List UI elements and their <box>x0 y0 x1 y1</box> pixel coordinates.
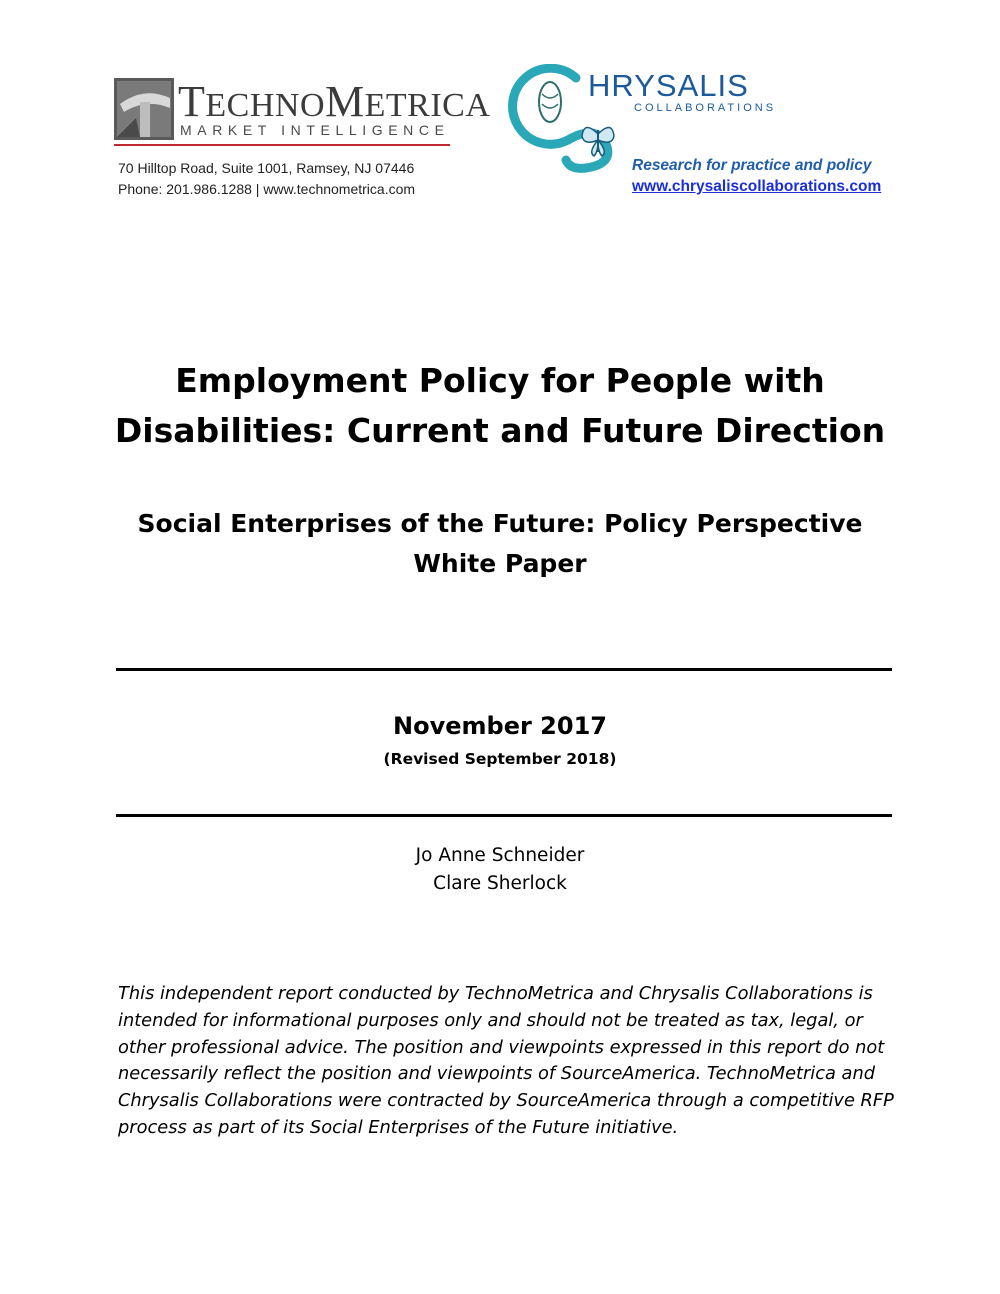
technometrica-tagline: MARKET INTELLIGENCE <box>180 122 450 138</box>
disclaimer-line-1: This independent report conducted by TechnoMetrica and Chrysalis Collaborations is <box>118 983 873 1004</box>
author-1: Jo Anne Schneider <box>415 845 585 866</box>
document-title <box>0 356 1000 456</box>
technometrica-mark-icon <box>114 78 174 140</box>
subtitle-line-2: White Paper <box>413 549 587 578</box>
title-line-1: Employment Policy for People with <box>175 361 825 400</box>
publication-date: November 2017 <box>393 712 607 740</box>
technometrica-wordmark: TECHNOMETRICA <box>178 77 491 126</box>
revision-note: (Revised September 2018) <box>383 750 617 768</box>
disclaimer-line-4: necessarily reflect the position and viewpoints of SourceAmerica. TechnoMetrica and <box>118 1063 876 1085</box>
disclaimer-line-6: process as part of its Social Enterprises of the Future initiative. <box>118 1116 679 1138</box>
disclaimer-line-2: intended for informational purposes only and should not be treated as tax, legal, or <box>118 1009 863 1031</box>
subtitle-line-1: Social Enterprises of the Future: Policy Perspective <box>137 509 863 538</box>
technometrica-contact <box>118 158 415 200</box>
disclaimer-line-3: other professional advice. The position and viewpoints expressed in this report do not <box>118 1036 885 1058</box>
title-line-2: Disabilities: Current and Future Direction <box>114 411 886 450</box>
chrysalis-wordmark: HRYSALIS <box>588 68 749 103</box>
disclaimer-paragraph <box>118 981 908 1142</box>
author-2: Clare Sherlock <box>433 873 567 894</box>
technometrica-rule <box>114 144 450 146</box>
technometrica-phone-web: Phone: 201.986.1288 | www.technometrica.com <box>118 181 416 197</box>
technometrica-address: 70 Hilltop Road, Suite 1001, Ramsey, NJ 07446 <box>118 160 415 176</box>
disclaimer-line-5: Chrysalis Collaborations were contracted by SourceAmerica through a competitive RFP <box>118 1090 894 1112</box>
divider-bottom <box>116 814 892 817</box>
chrysalis-tagline: Research for practice and policy <box>632 157 872 174</box>
authors <box>0 842 1000 898</box>
divider-top <box>116 668 892 671</box>
technometrica-logo <box>114 77 491 150</box>
chrysalis-subname: COLLABORATIONS <box>634 102 777 114</box>
chrysalis-website-link[interactable]: www.chrysaliscollaborations.com <box>632 178 882 195</box>
document-subtitle <box>0 504 1000 584</box>
